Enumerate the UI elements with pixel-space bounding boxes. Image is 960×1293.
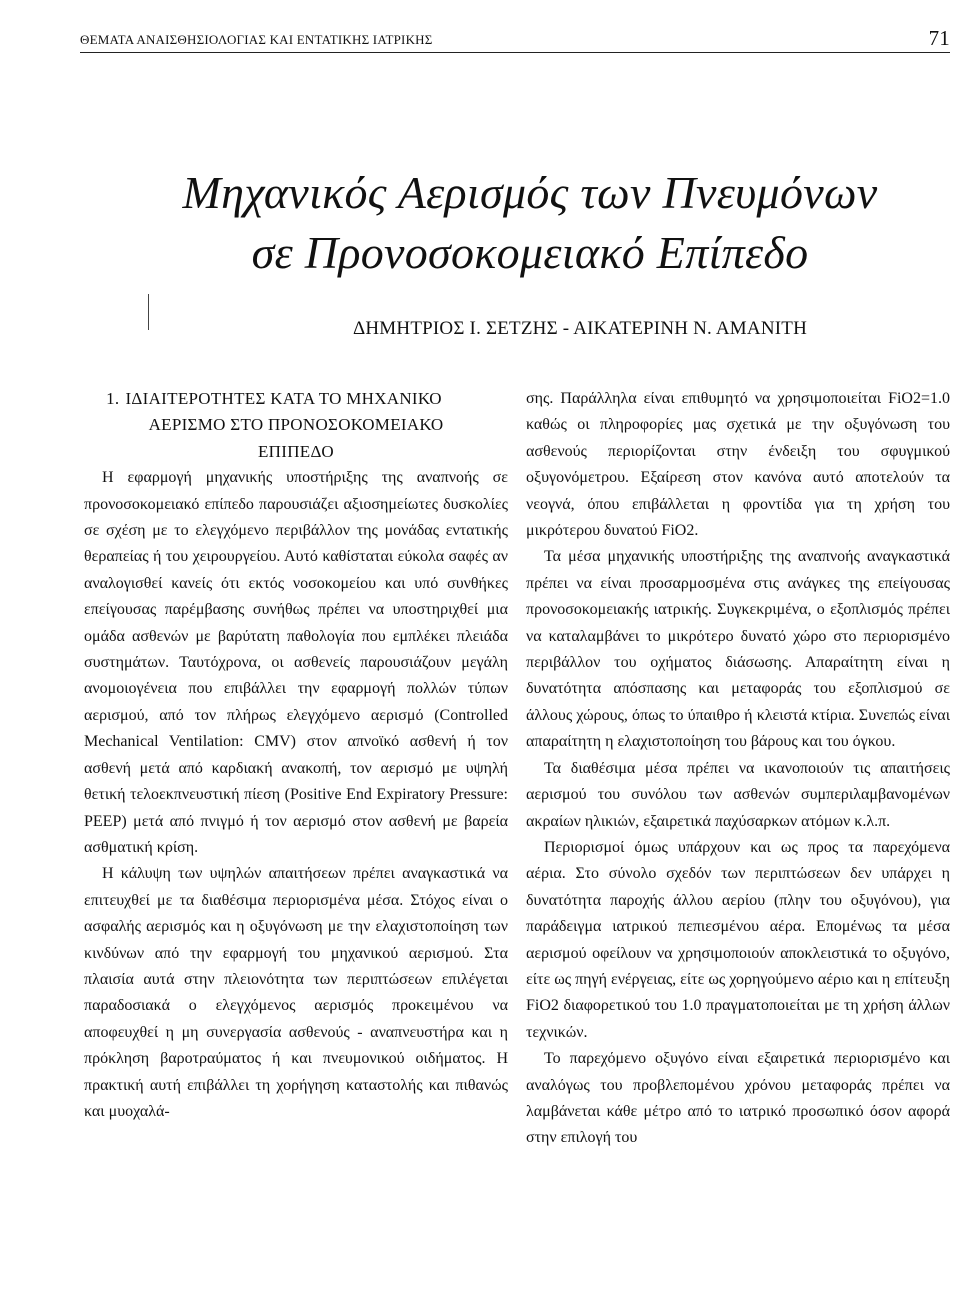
section-heading-line-2: ΑΕΡΙΣΜΟ ΣΤΟ ΠΡΟΝΟΣΟΚΟΜΕΙΑΚΟ <box>148 415 444 435</box>
body-paragraph: σης. Παράλληλα είναι επιθυμητό να χρησιμοποιείται FiO2=1.0 καθώς οι πληροφορίες μας σχετικά με την οξυγόνωση του ασθενούς περιορίζονται στην ένδειξη του σφυγμικού οξυγονόμετρου. Εξαίρεση στον κανόνα αυτό αποτελούν τα νεογνά, όπου επιβάλλεται η φροντίδα για τη χρήση του μικρότερου δυνατού FiO2. <box>526 390 950 540</box>
body-paragraph: Περιορισμοί όμως υπάρχουν και ως προς τα παρεχόμενα αέρια. Στο σύνολο σχεδόν των περιπτώσεων δεν υπάρχει η δυνατότητα παροχής άλλου αερίου (πλην του οξυγόνου), για παράδειγμα ιατρικού πεπιεσμένου αέρα. Επομένως τα μέσα αερισμού οφείλουν να χρησιμοποιούν αποκλειστικά το οξυγόνο, είτε ως πηγή ενέργειας, είτε ως χορηγούμενο αέριο και η επίτευξη FiO2 διαφορετικού του 1.0 πραγματοποιείται με τη χρήση άλλων τεχνικών. <box>526 838 950 1041</box>
section-number: 1. <box>106 389 120 408</box>
page-number: 71 <box>928 26 950 50</box>
section-heading <box>84 386 508 465</box>
running-header <box>80 26 950 53</box>
body-paragraph: Η κάλυψη των υψηλών απαιτήσεων πρέπει αναγκαστικά να επιτευχθεί με τα διαθέσιμα περιορισμένα μέσα. Στόχος είναι ο ασφαλής αερισμός και η οξυγόνωση με την ελαχιστοποίηση των κινδύνων από την εφαρμογή του μηχανικού αερισμού. Στα πλαισία αυτά στην πλειονότητα των περιπτώσεων επιλέγεται παραδοσιακά ο ελεγχόμενος αερισμός προκειμένου να αποφευχθεί η μη συνεργασία ασθενούς - αναπνευστήρα και η πρόκληση βαροτραύματος ή και πνευμονικού οιδήματος. Η πρακτική αυτή επιβάλλει τη χορήγηση καταστολής και πιθανώς και μυοχαλά- <box>84 865 508 1120</box>
margin-mark <box>148 294 149 330</box>
section-heading-line-1: ΙΔΙΑΙΤΕΡΟΤΗΤΕΣ ΚΑΤΑ ΤΟ ΜΗΧΑΝΙΚΟ <box>125 389 442 408</box>
right-column <box>526 386 950 1152</box>
section-heading-line-3: ΕΠΙΠΕΔΟ <box>258 441 334 461</box>
left-column <box>84 386 508 1125</box>
journal-title: ΘΕΜΑΤΑ ΑΝΑΙΣΘΗΣΙΟΛΟΓΙΑΣ ΚΑΙ ΕΝΤΑΤΙΚΗΣ ΙΑΤΡΙΚΗΣ <box>80 32 433 47</box>
body-paragraph: Τα μέσα μηχανικής υποστήριξης της αναπνοής αναγκαστικά πρέπει να είναι προσαρμοσμένα στις ανάγκες της επείγουσας προνοσοκομειακής ιατρικής. Συγκεκριμένα, ο εξοπλισμός πρέπει να καταλαμβάνει το μικρότερο δυνατό χώρο στο περιορισμένο περιβάλλον του οχήματος διάσωσης. Απαραίτητη είναι η δυνατότητα απόσπασης και μεταφοράς του εξοπλισμού σε άλλους χώρους, όπως το ύπαιθρο ή κλειστά κτίρια. Συνεπώς είναι απαραίτητη η ελαχιστοποίηση του βάρους και του όγκου. <box>526 548 950 751</box>
body-paragraph: Τα διαθέσιμα μέσα πρέπει να ικανοποιούν τις απαιτήσεις αερισμού του συνόλου των ασθενών συμπεριλαμβανομένων ακραίων ηλικιών, εξαιρετικά παχύσαρκων ατόμων κ.λ.π. <box>526 759 950 830</box>
article-authors: ΔΗΜΗΤΡΙΟΣ Ι. ΣΕΤΖΗΣ - ΑΙΚΑΤΕΡΙΝΗ Ν. ΑΜΑΝΙΤΗ <box>352 318 808 339</box>
article-title-line-2: σε Προνοσοκομειακό Επίπεδο <box>251 227 809 278</box>
body-paragraph: Το παρεχόμενο οξυγόνο είναι εξαιρετικά περιορισμένο και αναλόγως του προβλεπομένου χρόνου μεταφοράς πρέπει να λαμβάνεται κάθε μέτρο από το ιατρικό προσωπικό όσον αφορά στην επιλογή του <box>526 1050 950 1147</box>
body-paragraph: Η εφαρμογή μηχανικής υποστήριξης της αναπνοής σε προνοσοκομειακό επίπεδο παρουσιάζει αξιοσημείωτες δυσκολίες σε σχέση με το ελεγχόμενο περιβάλλον της μονάδας εντατικής θεραπείας ή του χειρουργείου. Αυτό καθίσταται εύκολα σαφές αν αναλογισθεί κανείς ότι εκτός νοσοκομείου και υπό συνθήκες επείγουσας παρέμβασης συνήθως πρέπει να υποστηριχθεί μια ομάδα ασθενών με βαρύτατη παθολογία που εμπλέκει πλειάδα συστημάτων. Ταυτόχρονα, οι ασθενείς παρουσιάζουν μεγάλη ανομοιογένεια που επιβάλλει την εφαρμογή πολλών τύπων αερισμού, από τον πλήρως ελεγχόμενο αερισμό (Controlled Mechanical Ventilation: CMV) στον απνοϊκό ασθενή ή τον ασθενή μετά από καρδιακή ανακοπή, τον αερισμό με υψηλή θετική τελοεκπνευστική πίεση (Positive End Expiratory Pressure: PEEP) μετά από πνιγμό ή τον αερισμό στον ασθενή με βαρεία ασθματική κρίση. <box>84 469 508 856</box>
article-title-line-1: Μηχανικός Αερισμός των Πνευμόνων <box>182 167 878 218</box>
